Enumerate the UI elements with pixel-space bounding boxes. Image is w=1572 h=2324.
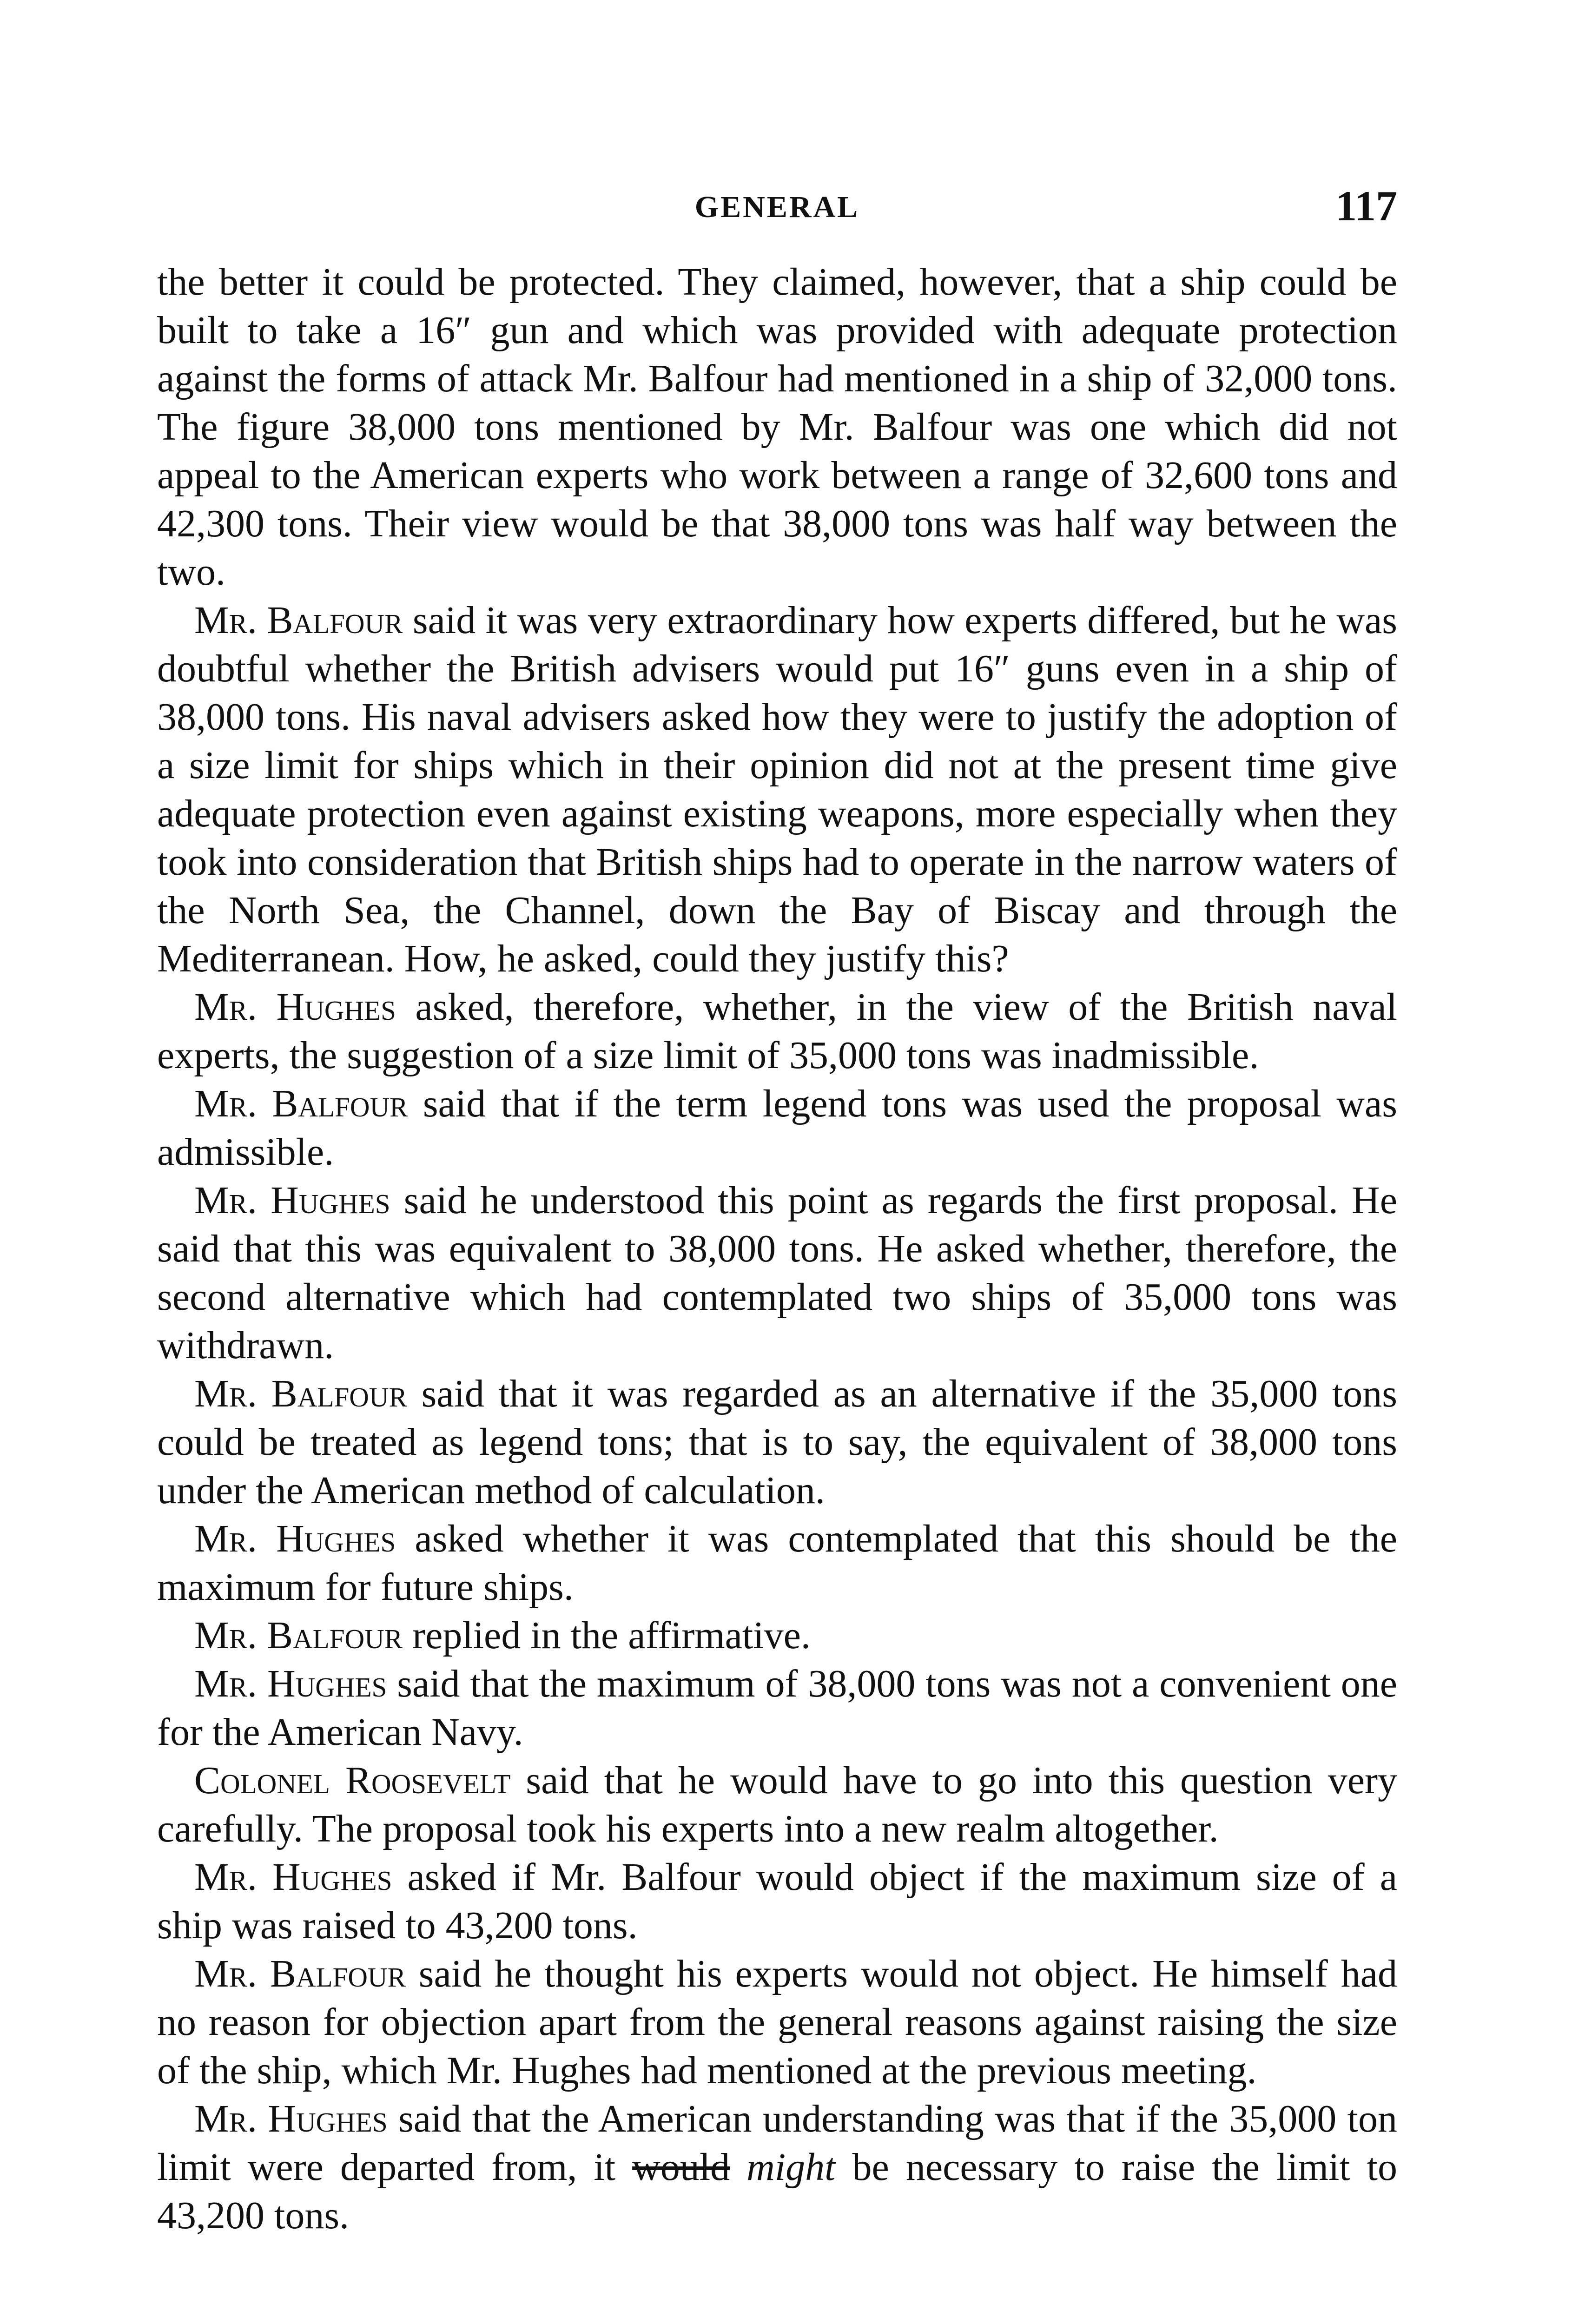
speaker-name: Mr. Balfour [194, 1082, 408, 1125]
paragraph-13 [157, 2095, 1397, 2240]
paragraph-8 [157, 1611, 1397, 1660]
paragraph-text: asked, therefore, whether, in the view of the British naval experts, the suggestion of a size limit of 35,000 tons was inadmissible. [157, 985, 1398, 1077]
speaker-name: Mr. Balfour [194, 1614, 403, 1657]
speaker-name: Mr. Hughes [194, 985, 396, 1029]
speaker-name: Mr. Balfour [194, 1372, 407, 1415]
paragraph-text: said that the maximum of 38,000 tons was not a convenient one for the American Navy. [157, 1662, 1397, 1754]
paragraph-2 [157, 596, 1397, 983]
paragraph-3 [157, 983, 1397, 1080]
page-number: 117 [1335, 182, 1397, 230]
speaker-name: Colonel Roosevelt [194, 1759, 511, 1802]
paragraph-9 [157, 1660, 1397, 1756]
paragraph-10 [157, 1756, 1397, 1853]
speaker-name: Mr. Hughes [194, 1517, 396, 1560]
paragraph-7 [157, 1515, 1397, 1611]
speaker-name: Mr. Hughes [194, 1662, 387, 1705]
struck-word: would [632, 2146, 730, 2189]
paragraph-4 [157, 1080, 1397, 1176]
paragraph-text: said he understood this point as regards the first proposal. He said that this was equivalent to 38,000 tons. He asked whether, therefore, the second alternative which had contemplated two ships of 35,000 tons was withdrawn. [157, 1179, 1397, 1367]
paragraph-text: replied in the affirmative. [403, 1614, 811, 1657]
speaker-name: Mr. Hughes [194, 1855, 392, 1899]
running-head: GENERAL [694, 190, 860, 224]
paragraph-text: said he thought his experts would not object. He himself had no reason for objection apart from the general reasons against raising the size of the ship, which Mr. Hughes had mentioned at the previous meeting. [157, 1952, 1397, 2092]
speaker-name: Mr. Hughes [194, 2097, 388, 2140]
paragraph-6 [157, 1370, 1397, 1515]
speaker-name: Mr. Hughes [194, 1179, 390, 1222]
paragraph-text: said that he would have to go into this question very carefully. The proposal took his experts into a new realm altogether. [157, 1759, 1397, 1850]
paragraph-text: asked whether it was contemplated that this should be the maximum for future ships. [157, 1517, 1397, 1609]
speaker-name: Mr. Balfour [194, 599, 403, 642]
paragraph-text: asked if Mr. Balfour would object if the maximum size of a ship was raised to 43,200 tons. [157, 1855, 1397, 1947]
page-header [157, 181, 1397, 232]
paragraph-text-tail: be necessary to raise the limit to 43,200 tons. [157, 2146, 1398, 2237]
paragraph-11 [157, 1853, 1397, 1950]
body-text [157, 258, 1397, 2240]
paragraph-text: said that if the term legend tons was used the proposal was admissible. [157, 1082, 1397, 1174]
paragraph-5 [157, 1176, 1397, 1370]
paragraph-12 [157, 1950, 1397, 2095]
paragraph-text: said that the American understanding was that if the 35,000 ton limit were departed from, it [157, 2097, 1397, 2189]
paragraph-text: the better it could be protected. They claimed, however, that a ship could be built to take a 16″ gun and which was provided with adequate protection against the forms of attack Mr. Balfour had mentioned in a ship of 32,000 tons. The figure 38,000 tons mentioned by Mr. Balfour was one which did not appeal to the American experts who work between a range of 32,600 tons and 42,300 tons. Their view would be that 38,000 tons was half way between the two. [157, 260, 1397, 594]
speaker-name: Mr. Balfour [194, 1952, 406, 1995]
handwritten-insertion: might [746, 2146, 836, 2189]
paragraph-text: said that it was regarded as an alternative if the 35,000 tons could be treated as legend tons; that is to say, the equivalent of 38,000 tons under the American method of calculation. [157, 1372, 1397, 1512]
paragraph-1 [157, 258, 1397, 596]
paragraph-text: said it was very extraordinary how experts differed, but he was doubtful whether the British advisers would put 16″ guns even in a ship of 38,000 tons. His naval advisers asked how they were to justify the adoption of a size limit for ships which in their opinion did not at the present time give adequate protection even against existing weapons, more especially when they took into consideration that British ships had to operate in the narrow waters of the North Sea, the Channel, down the Bay of Biscay and through the Mediterranean. How, he asked, could they justify this? [157, 599, 1397, 980]
